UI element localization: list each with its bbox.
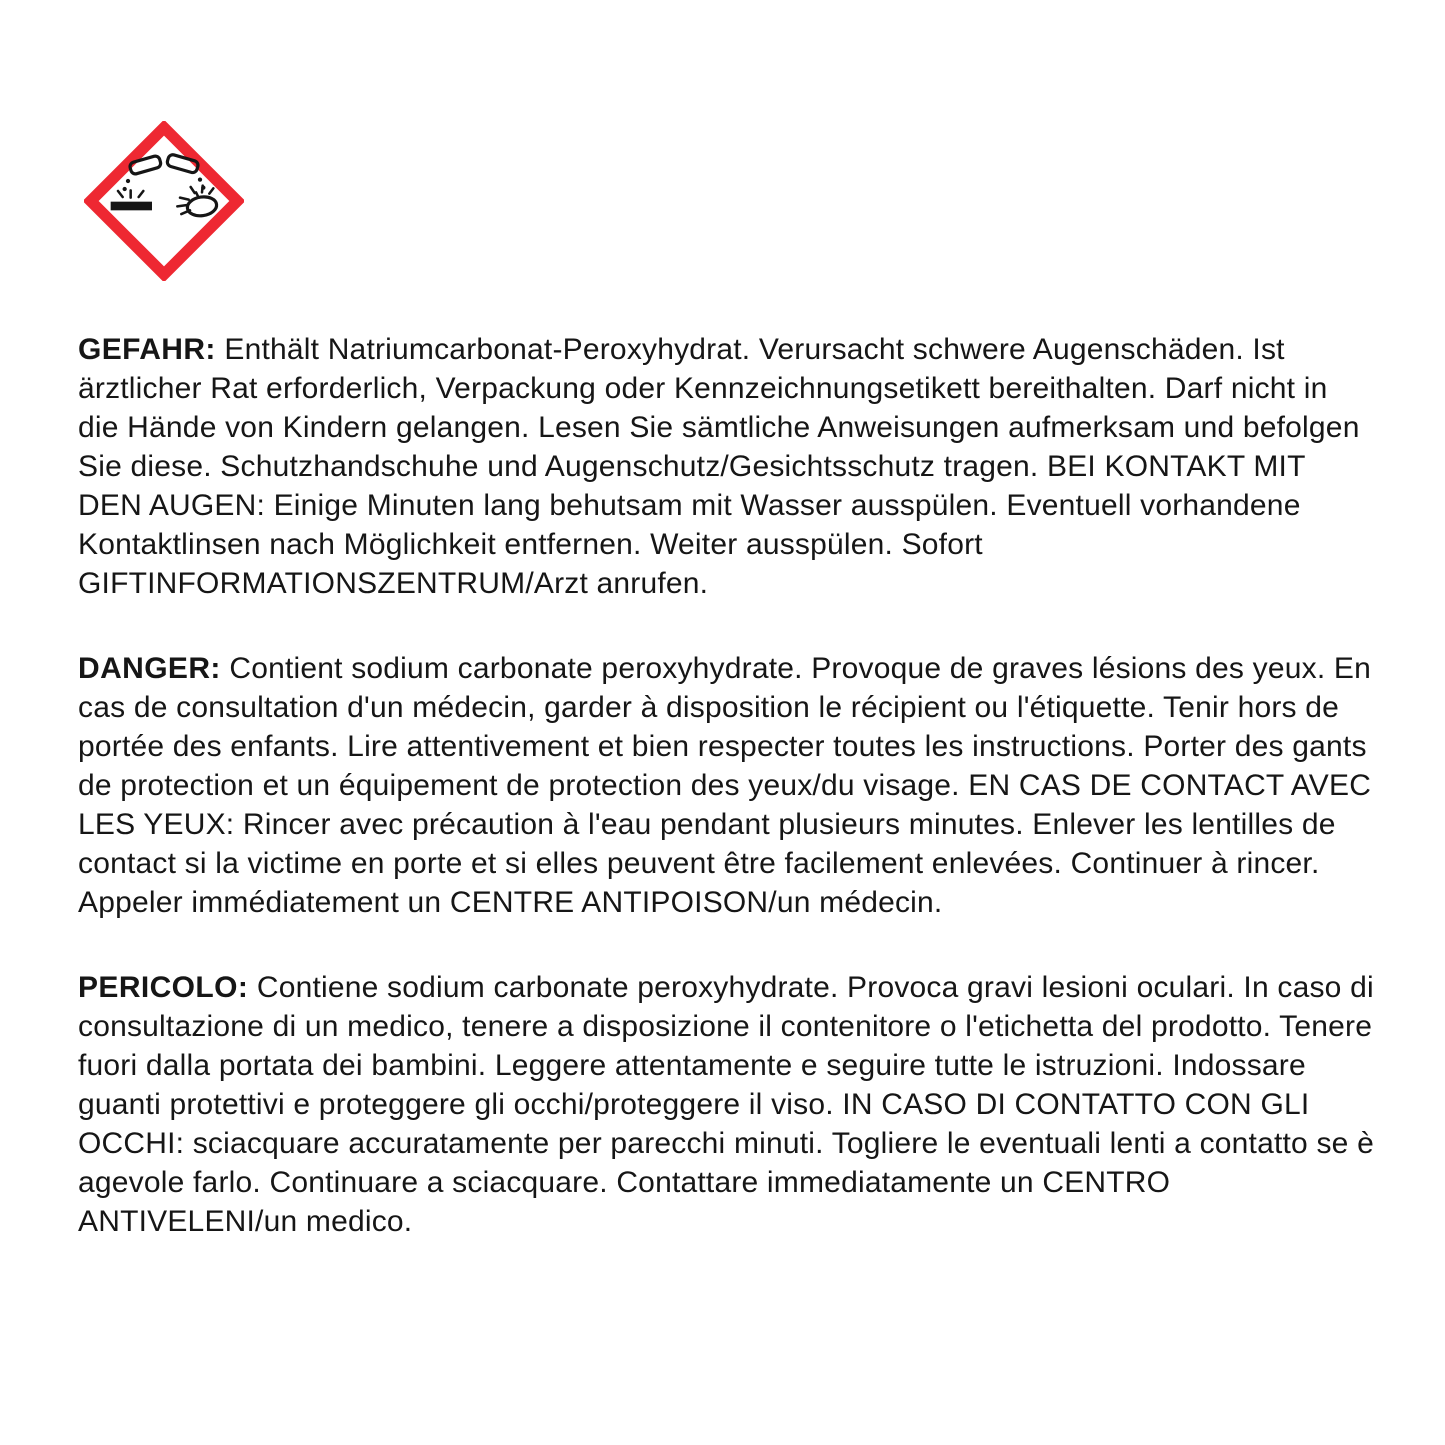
signal-word-fr: DANGER: <box>78 652 221 685</box>
hazard-statement-it <box>78 968 1374 1241</box>
hazard-text-fr: Contient sodium carbonate peroxyhydrate. Provoque de graves lésions des yeux. En cas de consultation d'un médecin, garder à disposition le récipient ou l'étiquette. Tenir hors de portée des enfants. Lire attentivement et bien respecter toutes les instructions. Porter des gants de protection et un équipement de protection des yeux/du visage. EN CAS DE CONTACT AVEC LES YEUX: Rincer avec précaution à l'eau pendant plusieurs minutes. Enlever les lentilles de contact si la victime en porte et si elles peuvent être facilement enlevées. Continuer à rincer. Appeler immédiatement un CENTRE ANTIPOISON/un médecin. <box>78 652 1372 919</box>
hazard-statement-de <box>78 330 1374 603</box>
signal-word-it: PERICOLO: <box>78 971 249 1004</box>
hazard-statements <box>78 330 1374 1241</box>
ghs05-corrosive-icon <box>84 121 244 281</box>
hazard-text-it: Contiene sodium carbonate peroxyhydrate. Provoca gravi lesioni oculari. In caso di consultazione di un medico, tenere a disposizione il contenitore o l'etichetta del prodotto. Tenere fuori dalla portata dei bambini. Leggere attentamente e seguire tutte le istruzioni. Indossare guanti protettivi e proteggere gli occhi/proteggere il viso. IN CASO DI CONTATTO CON GLI OCCHI: sciacquare accuratamente per parecchi minuti. Togliere le eventuali lenti a contatto se è agevole farlo. Continuare a sciacquare. Contattare immediatamente un CENTRO ANTIVELENI/un medico. <box>78 971 1374 1238</box>
signal-word-de: GEFAHR: <box>78 333 216 366</box>
hazard-text-de: Enthält Natriumcarbonat-Peroxyhydrat. Verursacht schwere Augenschäden. Ist ärztlicher Rat erforderlich, Verpackung oder Kennzeichnungsetikett bereithalten. Darf nicht in die Hände von Kindern gelangen. Lesen Sie sämtliche Anweisungen aufmerksam und befolgen Sie diese. Schutzhandschuhe und Augenschutz/Gesichtsschutz tragen. BEI KONTAKT MIT DEN AUGEN: Einige Minuten lang behutsam mit Wasser ausspülen. Eventuell vorhandene Kontaktlinsen nach Möglichkeit entfernen. Weiter ausspülen. Sofort GIFTINFORMATIONSZENTRUM/Arzt anrufen. <box>78 333 1360 600</box>
hazard-statement-fr <box>78 649 1374 922</box>
